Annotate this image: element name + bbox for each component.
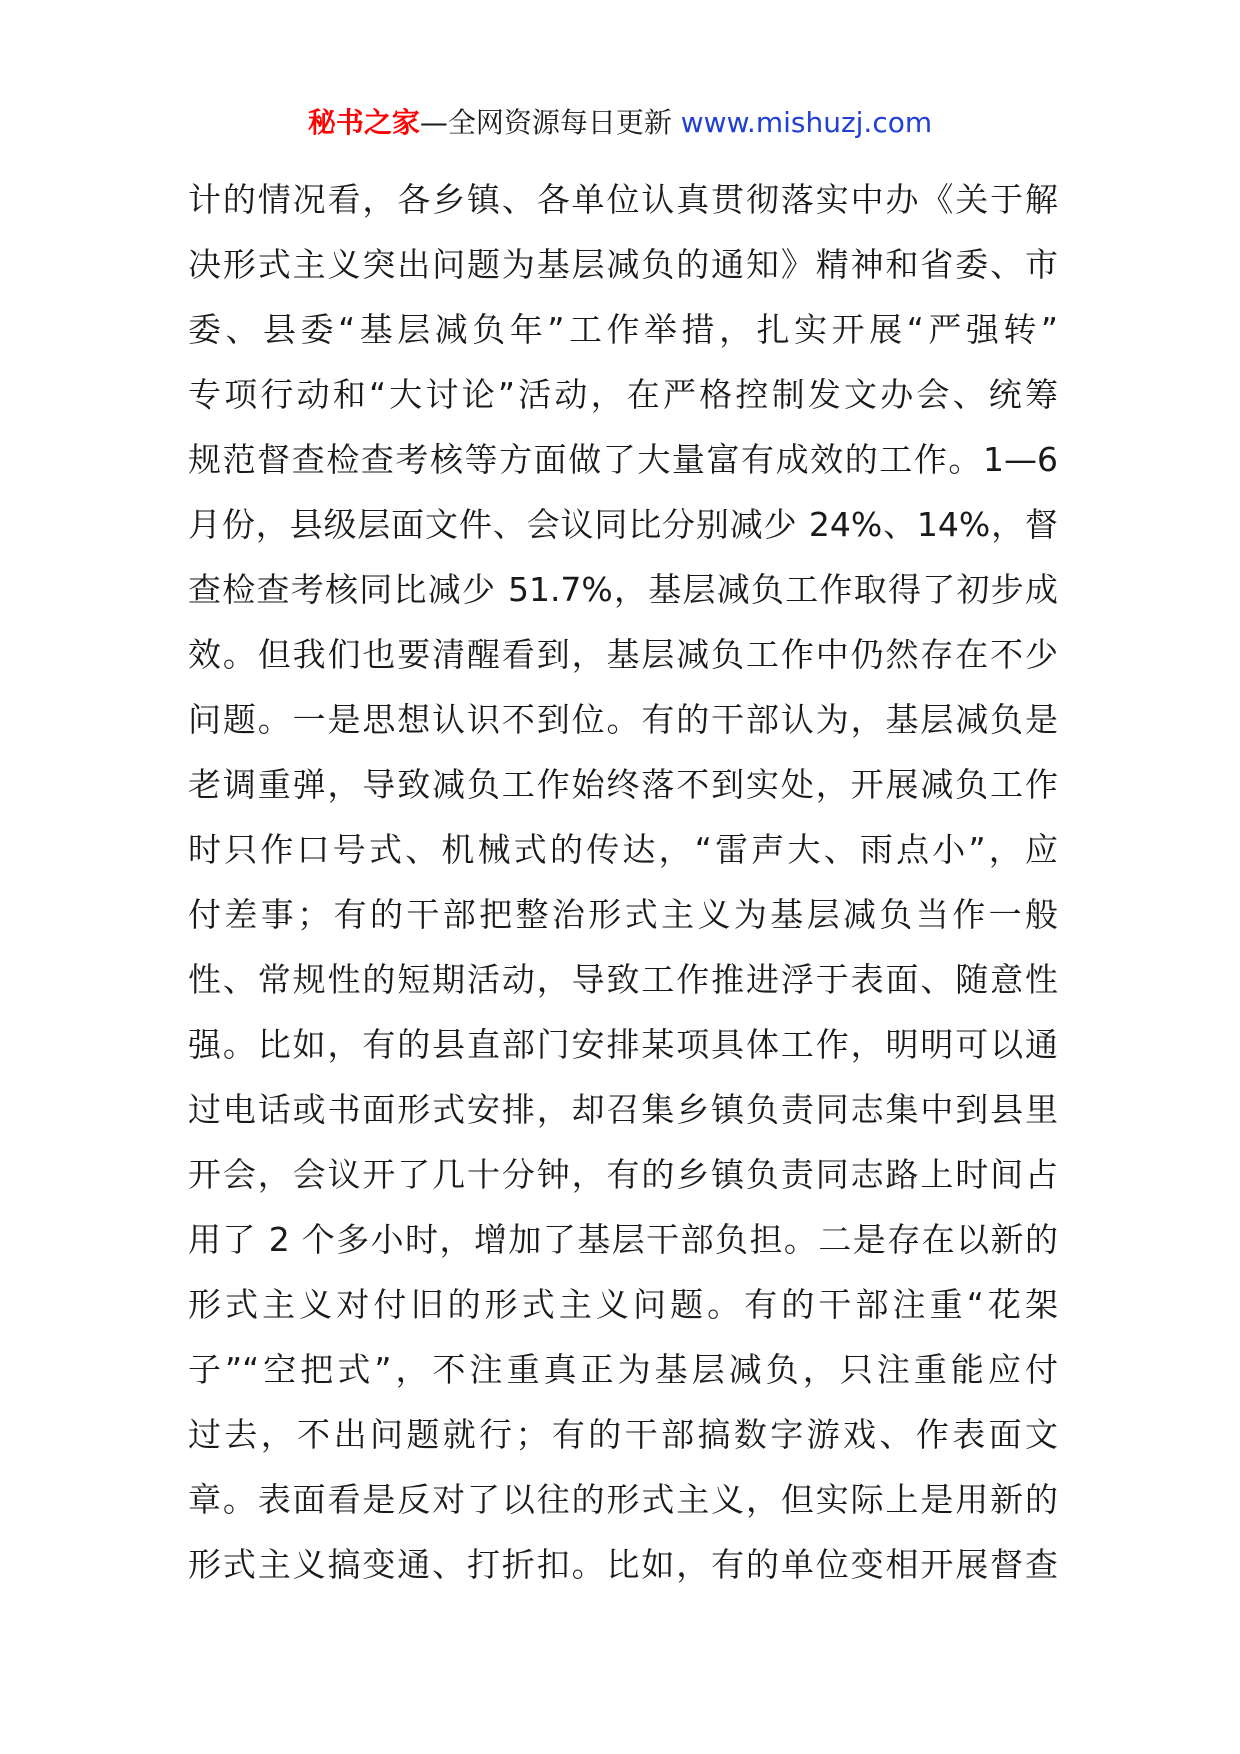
text-line: 决形式主义突出问题为基层减负的通知》精神和省委、市 [188, 245, 1058, 284]
text-line: 子”“空把式”，不注重真正为基层减负，只注重能应付 [188, 1350, 1058, 1389]
text-line: 委、县委“基层减负年”工作举措，扎实开展“严强转” [188, 310, 1058, 349]
text-line: 付差事；有的干部把整治形式主义为基层减负当作一般 [188, 895, 1058, 934]
text-line: 形式主义对付旧的形式主义问题。有的干部注重“花架 [188, 1285, 1058, 1324]
text-line: 形式主义搞变通、打折扣。比如，有的单位变相开展督查 [188, 1545, 1058, 1584]
text-line: 计的情况看，各乡镇、各单位认真贯彻落实中办《关于解 [188, 180, 1058, 219]
text-line: 章。表面看是反对了以往的形式主义，但实际上是用新的 [188, 1480, 1058, 1519]
text-line: 时只作口号式、机械式的传达，“雷声大、雨点小”，应 [188, 830, 1058, 869]
text-line: 强。比如，有的县直部门安排某项具体工作，明明可以通 [188, 1025, 1058, 1064]
website-link[interactable]: www.mishuzj.com [680, 106, 933, 139]
header-tagline: —全网资源每日更新 [419, 106, 681, 139]
text-line: 问题。一是思想认识不到位。有的干部认为，基层减负是 [188, 700, 1058, 739]
text-line: 月份，县级层面文件、会议同比分别减少 24%、14%，督 [188, 505, 1058, 544]
text-line: 老调重弹，导致减负工作始终落不到实处，开展减负工作 [188, 765, 1058, 804]
page-header [0, 103, 1240, 143]
text-line: 过电话或书面形式安排，却召集乡镇负责同志集中到县里 [188, 1090, 1058, 1129]
text-line: 规范督查检查考核等方面做了大量富有成效的工作。1—6 [188, 440, 1058, 479]
text-line: 开会，会议开了几十分钟，有的乡镇负责同志路上时间占 [188, 1155, 1058, 1194]
text-line: 专项行动和“大讨论”活动，在严格控制发文办会、统筹 [188, 375, 1058, 414]
brand-name: 秘书之家 [307, 106, 420, 139]
text-line: 用了 2 个多小时，增加了基层干部负担。二是存在以新的 [188, 1220, 1058, 1259]
text-line: 查检查考核同比减少 51.7%，基层减负工作取得了初步成 [188, 570, 1058, 609]
text-line: 效。但我们也要清醒看到，基层减负工作中仍然存在不少 [188, 635, 1058, 674]
body-text [188, 167, 1058, 1597]
text-line: 过去，不出问题就行；有的干部搞数字游戏、作表面文 [188, 1415, 1058, 1454]
text-line: 性、常规性的短期活动，导致工作推进浮于表面、随意性 [188, 960, 1058, 999]
